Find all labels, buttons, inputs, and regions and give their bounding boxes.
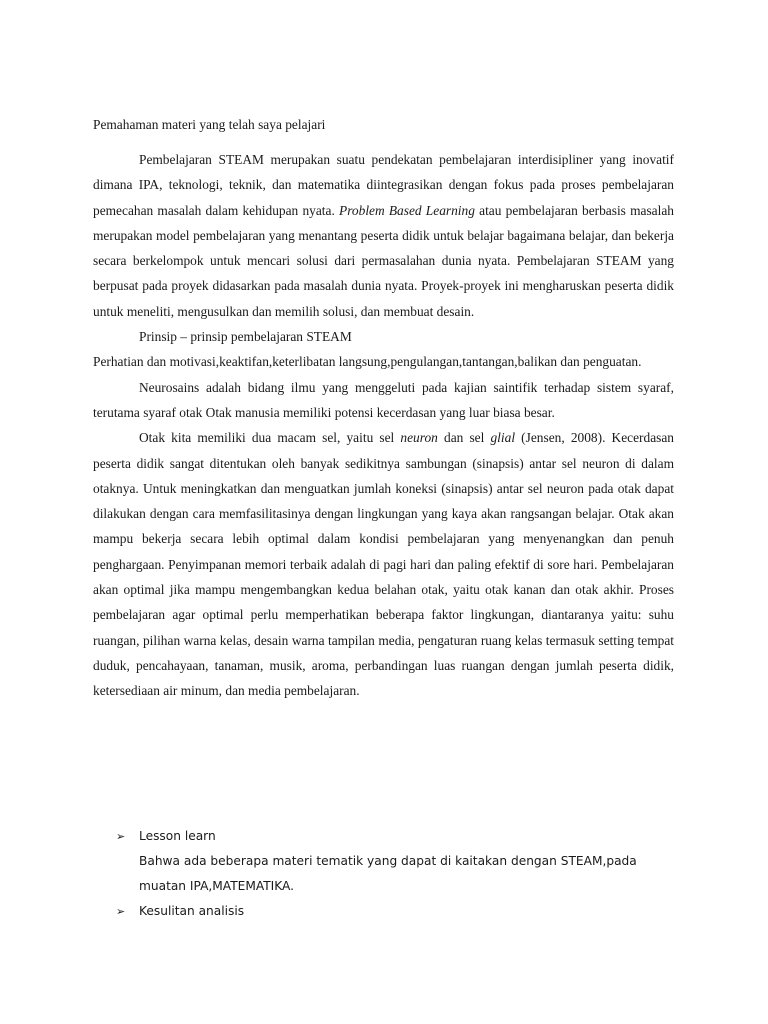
paragraph-steam-text: Pembelajaran STEAM merupakan suatu pendekatan pembelajaran interdisipliner yang inovatif dimana IPA, teknologi, teknik, dan matematika diintegrasikan dengan fokus pada proses pembelajaran pemecahan masalah dalam kehidupan nyata. (93, 152, 674, 218)
paragraph-otak-text: Otak kita memiliki dua macam sel, yaitu sel (139, 430, 401, 446)
italic-term-pbl: Problem Based Learning (339, 202, 475, 218)
bullet-label: Kesulitan analisis (139, 904, 245, 918)
principles-text: Perhatian dan motivasi,keaktifan,keterlibatan langsung,pengulangan,tantangan,balikan dan penguatan. (93, 354, 642, 370)
arrow-bullet-icon: ➢ (116, 830, 126, 843)
bullet-detail: Bahwa ada beberapa materi tematik yang dapat di kaitakan dengan STEAM,pada muatan IPA,MATEMATIKA. (139, 854, 637, 893)
document-body (93, 112, 674, 704)
bullet-label: Lesson learn (139, 829, 216, 843)
paragraph-steam-text-cont: atau pembelajaran berbasis masalah merupakan model pembelajaran yang menantang peserta didik untuk belajar bagaimana belajar, dan bekerja secara berkelompok untuk mencari solusi dari permasalahan dunia nyata. Pembelajaran STEAM yang berpusat pada proyek didasarkan pada masalah dunia nyata. Proyek-proyek ini mengharuskan peserta didik untuk meneliti, mengusulkan dan memilih solusi, dan membuat desain. (93, 202, 674, 319)
list-item (116, 899, 676, 924)
principles-title: Prinsip – prinsip pembelajaran STEAM (139, 329, 352, 345)
paragraph-neurosains: Neurosains adalah bidang ilmu yang menggeluti pada kajian saintifik terhadap sistem syaraf, terutama syaraf otak Otak manusia memiliki potensi kecerdasan yang luar biasa besar. (93, 379, 674, 420)
paragraph-steam (93, 147, 674, 324)
document-heading: Pemahaman materi yang telah saya pelajari (93, 117, 326, 132)
italic-term-neuron: neuron (400, 430, 438, 446)
italic-term-glial: glial (490, 430, 516, 446)
arrow-bullet-icon: ➢ (116, 905, 126, 918)
paragraph-otak-text-mid: dan sel (437, 430, 491, 446)
paragraph-otak (93, 425, 674, 703)
list-item (116, 824, 676, 849)
bullet-list (116, 824, 676, 924)
paragraph-otak-text-cont: (Jensen, 2008). Kecerdasan peserta didik sangat ditentukan oleh banyak sedikitnya sambungan (sinapsis) antar sel neuron di dalam otaknya. Untuk meningkatkan dan menguatkan jumlah koneksi (sinapsis) antar sel neuron pada otak dapat dilakukan dengan cara memfasilitasinya dengan lingkungan yang kaya akan rangsangan belajar. Otak akan mampu bekerja secara lebih optimal dalam kondisi pembelajaran yang menyenangkan dan penuh penghargaan. Penyimpanan memori terbaik adalah di pagi hari dan paling efektif di sore hari. Pembelajaran akan optimal jika mampu mengembangkan kedua belahan otak, yaitu otak kanan dan otak akhir. Proses pembelajaran agar optimal perlu memperhatikan beberapa faktor lingkungan, diantaranya yaitu: suhu ruangan, pilihan warna kelas, desain warna tampilan media, pengaturan ruang kelas termasuk setting tempat duduk, pencahayaan, tanaman, musik, aroma, perbandingan luas ruangan dengan jumlah peserta didik, ketersediaan air minum, dan media pembelajaran. (93, 430, 674, 699)
